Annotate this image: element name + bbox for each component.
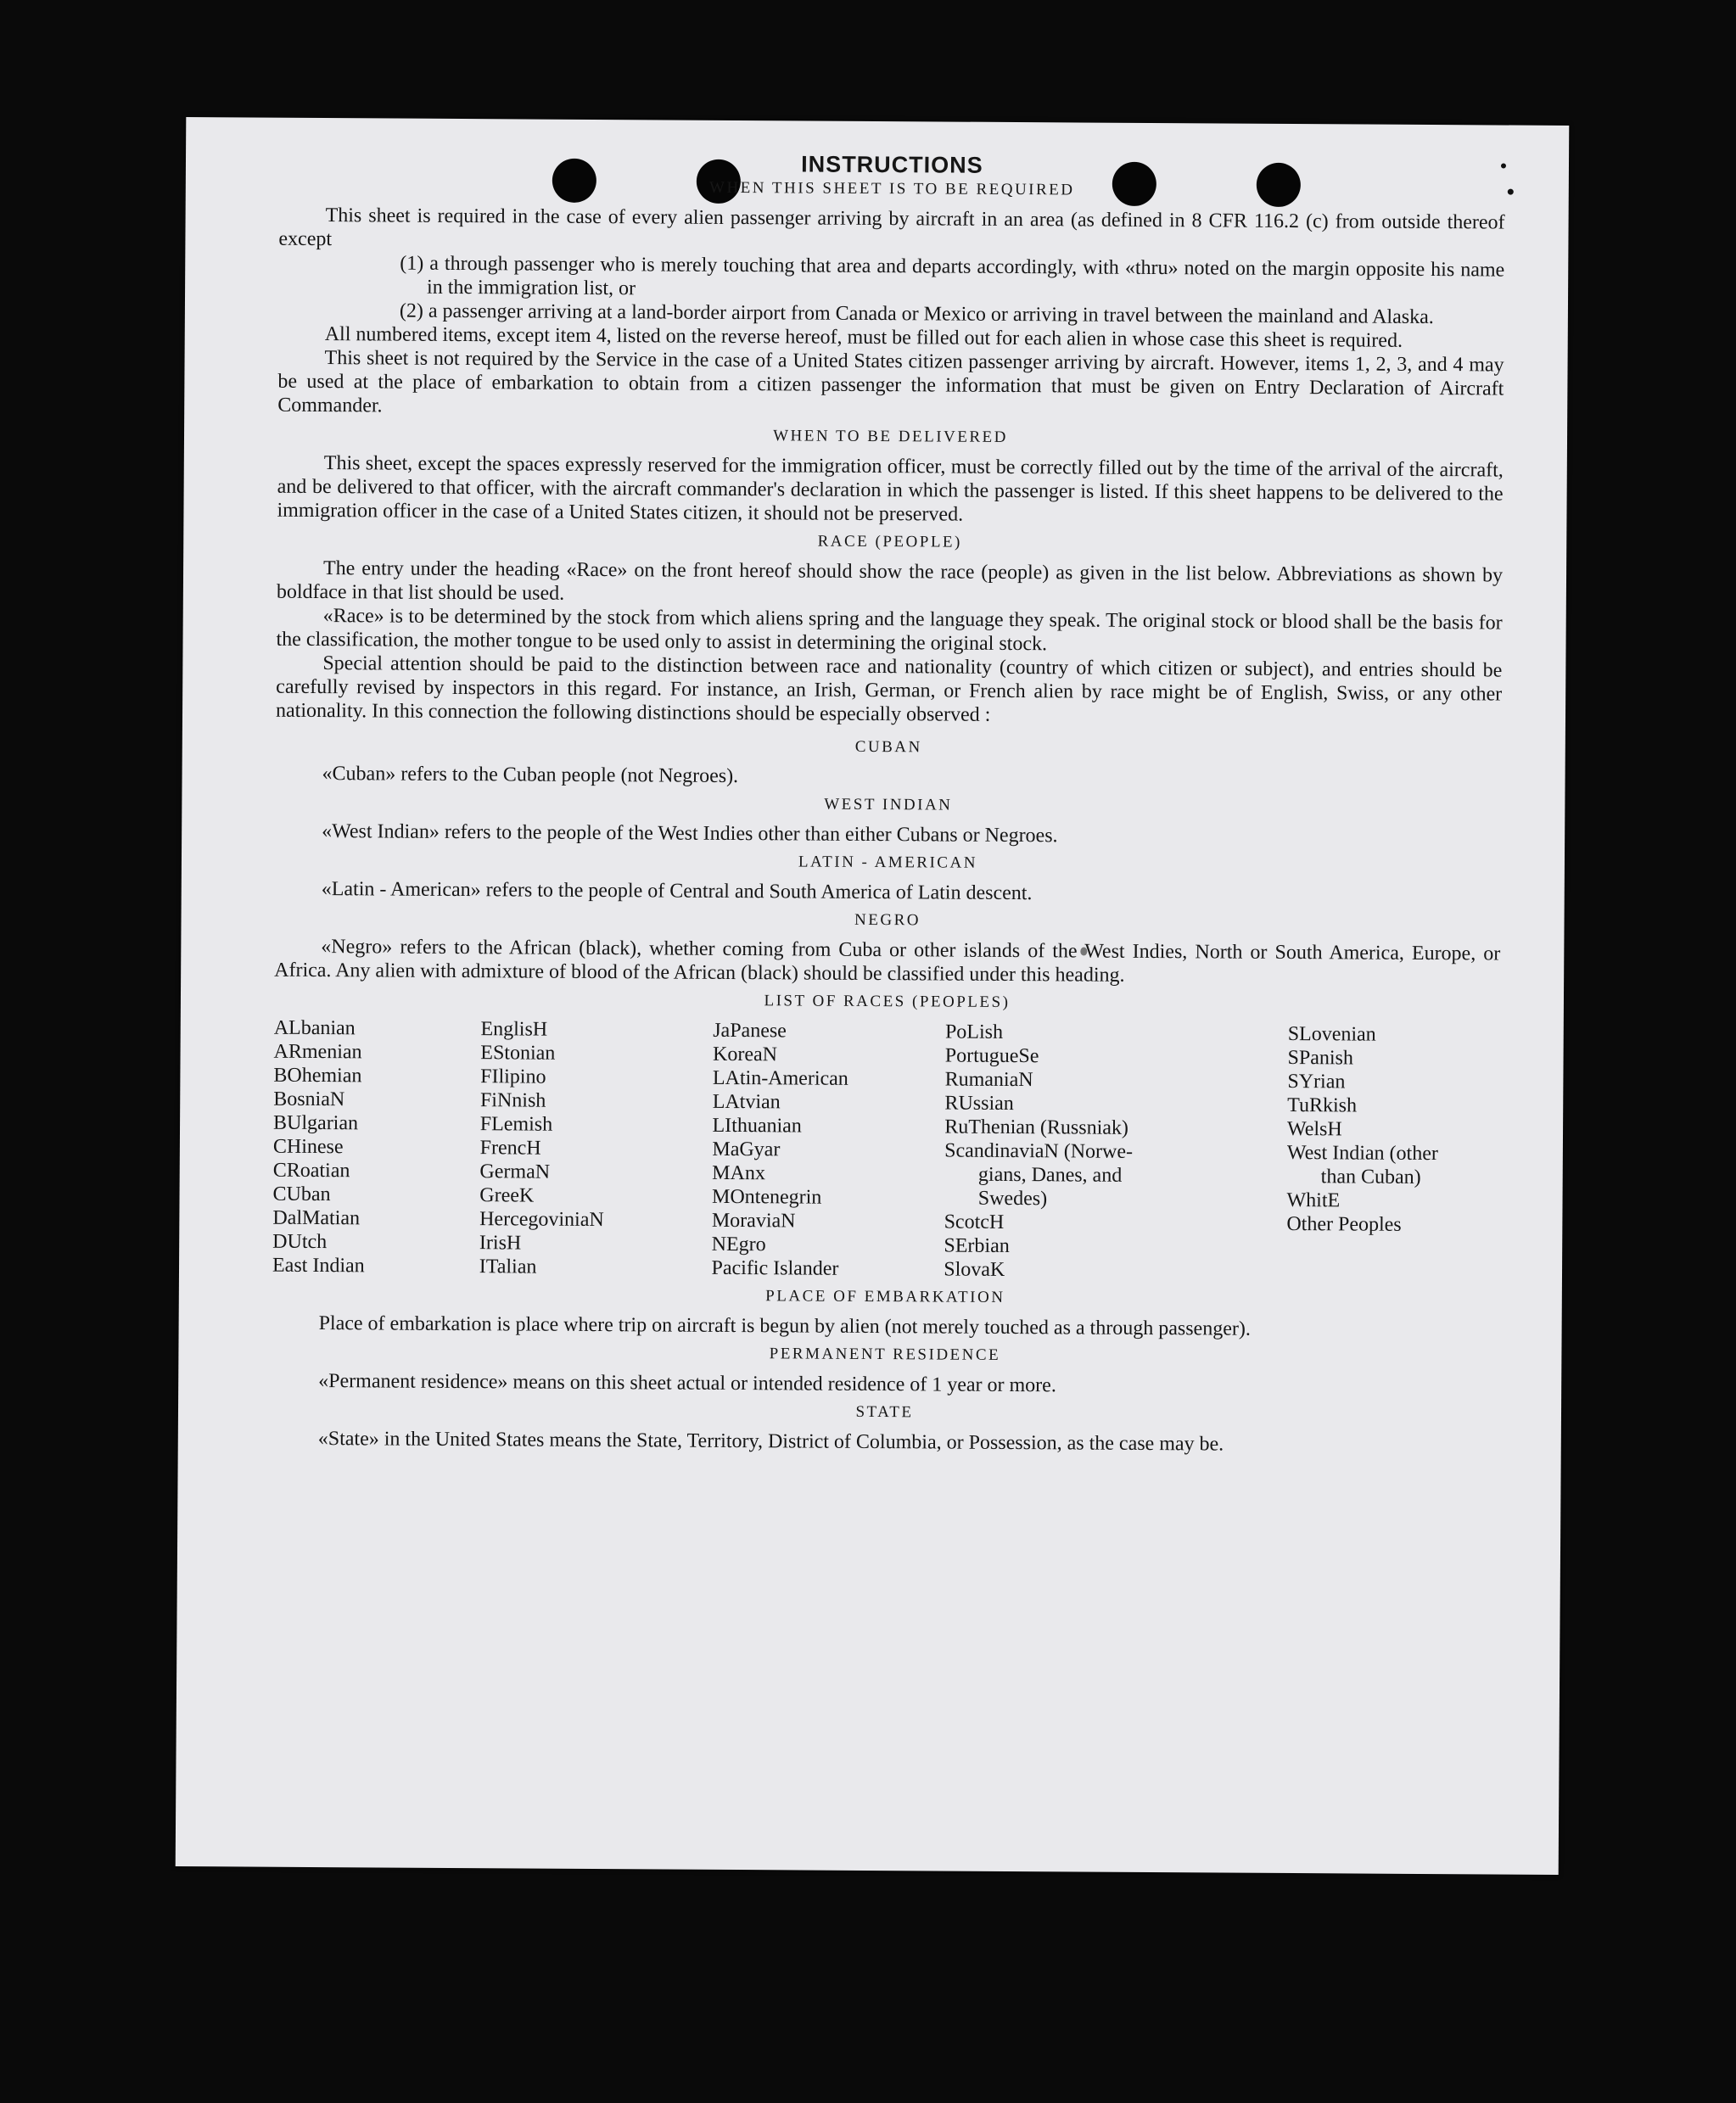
race-entry: HercegoviniaN [479,1208,604,1232]
list-item: (2) a passenger arriving at a land-border airport from Canada or Mexico or arriving in travel between the mainland and Alaska. [399,299,1434,329]
ink-speck [1508,189,1514,195]
race-column [479,1017,710,1280]
race-list [272,1016,1500,1285]
section-heading: PERMANENT RESIDENCE [769,1345,1001,1364]
race-entry: GreeK [479,1184,535,1207]
paragraph: «Latin - American» refers to the people of Central and South America of Latin descent. [321,878,1033,905]
paragraph: «Race» is to be determined by the stock from which aliens spring and the language they speak. The original stock or blood shall be the basis for the classification, the mother tongue to be used only to assist in determining the original stock. [276,605,1503,656]
race-entry: KoreaN [712,1043,778,1066]
race-entry: FIlipino [480,1065,546,1088]
race-entry: ScandinaviaN (Norwe- [944,1139,1134,1163]
paragraph: «Permanent residence» means on this sheet actual or intended residence of 1 year or more. [318,1370,1056,1397]
section-heading: LIST OF RACES (PEOPLES) [764,992,1011,1011]
paragraph: The entry under the heading «Race» on the front hereof should show the race (people) as given in the list below. Abbreviations as shown by boldface in that list should be used. [276,557,1504,605]
paragraph: «West Indian» refers to the people of the West Indies other than either Cubans or Negroes. [322,820,1058,847]
race-column [711,1019,942,1282]
race-entry: SYrian [1287,1070,1346,1093]
section-heading: LATIN - AMERICAN [798,853,978,872]
race-entry: ITalian [479,1256,537,1278]
list-item: (1) a through passenger who is merely touching that area and departs accordingly, with «thru» noted on the margin opposite his name in the immigration list, or [400,252,1505,300]
page-title: INSTRUCTIONS [801,151,983,178]
race-entry: FiNnish [479,1089,546,1112]
paragraph: This sheet is not required by the Service in the case of a United States citizen passenger arriving by aircraft. However, items 1, 2, 3, and 4 may be used at the place of embarkation to obtain from a citizen passenger the information that must be given on Entry Declaration of Aircraft Commander. [277,347,1504,417]
document-body [272,148,1505,1458]
race-entry: EStonian [480,1042,556,1065]
race-entry: ScotcH [944,1211,1005,1233]
race-entry: MOntenegrin [711,1185,822,1209]
race-entry: DUtch [272,1230,328,1254]
race-entry: Pacific Islander [711,1256,839,1280]
race-entry: MAnx [712,1161,765,1185]
race-entry: WelsH [1286,1117,1342,1141]
race-entry: WhitE [1286,1189,1341,1212]
race-entry: SErbian [944,1234,1010,1257]
race-entry: PoLish [944,1021,1004,1043]
race-entry: Other Peoples [1286,1212,1402,1236]
race-column [1286,1022,1500,1285]
section-heading: WHEN THIS SHEET IS TO BE REQUIRED [709,178,1075,199]
race-entry: RUssian [944,1092,1014,1116]
paragraph: This sheet, except the spaces expressly reserved for the immigration officer, must be correctly filled out by the time of the arrival of the aircraft, and be delivered to that officer, with the aircraft commander's declaration in which the passenger is listed. If this sheet happens to be delivered to the immigration officer in the case of a United States citizen, it should not be preserved. [277,452,1504,526]
section-heading: WEST INDIAN [824,795,953,814]
race-entry: EnglisH [480,1018,548,1041]
paragraph: Special attention should be paid to the distinction between race and nationality (country of which citizen or subject), and entries should be carefully revised by inspectors in this regard. For instance, an Irish, German, or French alien by race might be of English, Swiss, or any other nationality. In this connection the following distinctions should be especially observed : [275,652,1503,726]
section-heading: PLACE OF EMBARKATION [765,1287,1005,1306]
section-heading: WHEN TO BE DELIVERED [773,427,1008,446]
race-entry: LAtvian [712,1090,781,1114]
race-entry: than Cuban) [1320,1166,1421,1189]
paragraph: «Negro» refers to the African (black), whether coming from Cuba or other islands of the West Indies, North or South America, Europe, or Africa. Any alien with admixture of blood of the African (black) should be classified under this heading. [274,936,1501,987]
race-entry: SlovaK [944,1258,1005,1281]
race-entry: FLemish [479,1113,553,1136]
race-entry: BosniaN [273,1088,345,1111]
race-entry: CUban [272,1183,331,1206]
race-entry: LAtin-American [712,1066,848,1090]
race-entry: MaGyar [712,1138,781,1161]
race-entry: RumaniaN [944,1068,1033,1092]
section-heading: RACE (PEOPLE) [817,532,962,551]
section-heading: STATE [855,1402,914,1422]
paragraph: «State» in the United States means the State, Territory, District of Columbia, or Possession, as the case may be. [317,1428,1224,1456]
race-entry: GermaN [479,1161,551,1183]
race-entry: BOhemian [273,1064,362,1088]
race-entry: BUlgarian [272,1111,359,1135]
paragraph: Place of embarkation is place where trip on aircraft is begun by alien (not merely touched as a through passenger). [318,1312,1251,1340]
race-entry: ALbanian [273,1016,356,1040]
race-entry: PortugueSe [944,1044,1039,1068]
race-entry: ARmenian [273,1040,362,1064]
race-entry: LIthuanian [712,1114,802,1138]
race-entry: gians, Danes, and [977,1163,1123,1187]
race-column [944,1021,1285,1284]
race-entry: East Indian [272,1254,365,1278]
paragraph: This sheet is required in the case of every alien passenger arriving by aircraft in an area (as defined in 8 CFR 116.2 (c) from outside thereof except [278,204,1505,251]
document-sheet [176,117,1570,1875]
race-entry: MoraviaN [711,1209,796,1233]
race-entry: CHinese [272,1135,344,1159]
race-column [272,1016,478,1278]
race-entry: FrencH [479,1137,541,1160]
race-entry: TuRkish [1287,1093,1358,1117]
race-entry: SLovenian [1287,1022,1376,1046]
race-entry: West Indian (other [1286,1141,1438,1166]
race-entry: NEgro [711,1233,766,1256]
race-entry: CRoatian [272,1159,350,1183]
race-entry: SPanish [1287,1046,1354,1070]
paragraph: «Cuban» refers to the Cuban people (not Negroes). [322,763,739,788]
section-heading: NEGRO [854,910,921,930]
section-heading: CUBAN [854,737,922,757]
race-entry: Swedes) [977,1187,1048,1211]
race-entry: DalMatian [272,1206,361,1230]
race-entry: RuThenian (Russniak) [944,1116,1129,1139]
race-entry: IrisH [479,1232,522,1255]
paragraph: All numbered items, except item 4, listed on the reverse hereof, must be filled out for each alien in whose case this sheet is required. [324,323,1403,352]
race-entry: JaPanese [713,1019,787,1043]
